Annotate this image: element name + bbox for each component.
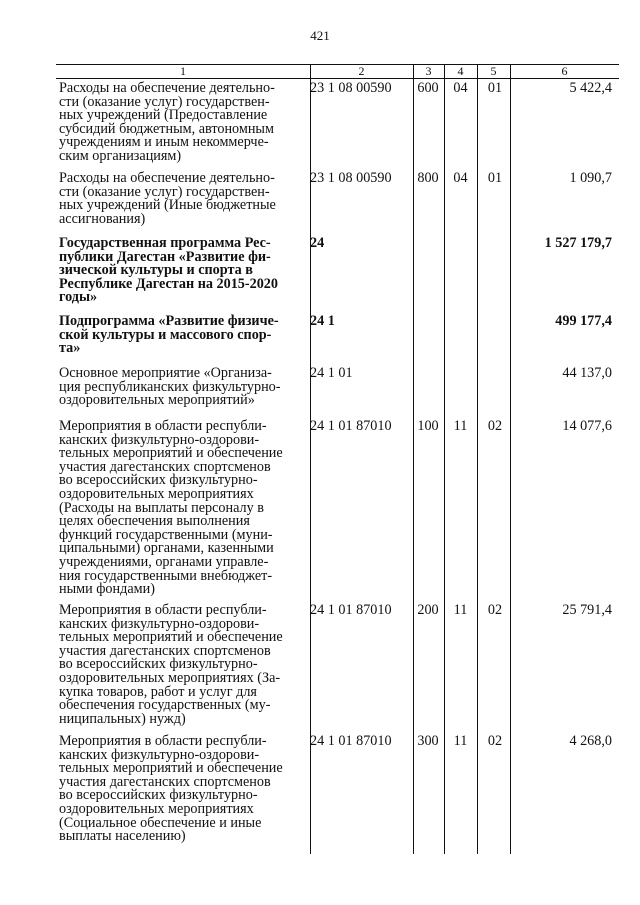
row-code: 23 1 08 00590 — [310, 170, 392, 186]
row-subsection: 02 — [487, 733, 503, 749]
row-section: 04 — [453, 170, 468, 186]
row-amount: 14 077,6 — [562, 418, 612, 434]
row-name: Основное мероприятие «Организа- ция республиканских физкультурно- оздоровительных мероприятий» — [59, 365, 281, 409]
row-name: Мероприятия в области республи- канских физкультурно-оздорови- тельных мероприятий и обеспечение участия дагестанских спортсменов во всероссийских физкультурно- оздоровительных мероприятиях (Расходы на выплаты персоналу в целях обеспечения выполнения функций государственными (муни- ципальными) органами, казенными учреждениями, органами управле- ния государственными внебюджет- ными фондами) — [59, 418, 283, 598]
row-code: 23 1 08 00590 — [310, 80, 392, 96]
row-type: 200 — [417, 602, 439, 618]
header-col-4: 4 — [457, 64, 464, 78]
column-divider — [413, 64, 414, 854]
row-amount: 1 527 179,7 — [544, 235, 612, 251]
column-divider — [477, 64, 478, 854]
row-amount: 4 268,0 — [569, 733, 612, 749]
row-code: 24 1 01 87010 — [310, 733, 392, 749]
row-code: 24 — [310, 235, 325, 251]
row-code: 24 1 — [310, 313, 335, 329]
header-col-1: 1 — [180, 64, 186, 78]
budget-table — [56, 64, 619, 79]
row-section: 11 — [453, 418, 468, 434]
row-name: Государственная программа Рес- публики Дагестан «Развитие фи- зической культуры и спорта в Республике Дагестан на 2015-2020 годы» — [59, 235, 278, 306]
row-code: 24 1 01 87010 — [310, 602, 392, 618]
row-section: 04 — [453, 80, 468, 96]
row-code: 24 1 01 — [310, 365, 353, 381]
row-amount: 1 090,7 — [569, 170, 612, 186]
row-amount: 5 422,4 — [569, 80, 612, 96]
header-col-2: 2 — [358, 64, 365, 78]
row-name: Расходы на обеспечение деятельно- сти (оказание услуг) государствен- ных учреждений (Предоставление субсидий бюджетным, автономным учреждениям и иным некоммерче- ским организациям) — [59, 80, 275, 164]
row-name: Мероприятия в области республи- канских физкультурно-оздорови- тельных мероприятий и обеспечение участия дагестанских спортсменов во всероссийских физкультурно- оздоровительных мероприятиях (За- купка товаров, работ и услуг для обеспечения государственных (му- ниципальных) нужд) — [59, 602, 283, 727]
column-divider — [510, 64, 511, 854]
header-col-5: 5 — [490, 64, 497, 78]
row-name: Подпрограмма «Развитие физиче- ской культуры и массового спор- та» — [59, 313, 279, 357]
row-type: 600 — [417, 80, 439, 96]
row-subsection: 02 — [487, 602, 503, 618]
table-header — [56, 64, 619, 79]
row-amount: 499 177,4 — [555, 313, 612, 329]
row-amount: 25 791,4 — [562, 602, 612, 618]
row-subsection: 01 — [487, 80, 503, 96]
row-type: 800 — [417, 170, 439, 186]
row-section: 11 — [453, 602, 468, 618]
row-subsection: 01 — [487, 170, 503, 186]
row-section: 11 — [453, 733, 468, 749]
row-type: 100 — [417, 418, 439, 434]
row-type: 300 — [417, 733, 439, 749]
row-name: Расходы на обеспечение деятельно- сти (оказание услуг) государствен- ных учреждений (Иные бюджетные ассигнования) — [59, 170, 276, 227]
column-divider — [444, 64, 445, 854]
header-col-6: 6 — [561, 64, 568, 78]
row-amount: 44 137,0 — [562, 365, 612, 381]
row-subsection: 02 — [487, 418, 503, 434]
header-col-3: 3 — [425, 64, 432, 78]
row-code: 24 1 01 87010 — [310, 418, 392, 434]
row-name: Мероприятия в области республи- канских физкультурно-оздорови- тельных мероприятий и обеспечение участия дагестанских спортсменов во всероссийских физкультурно- оздоровительных мероприятиях (Социальное обеспечение и иные выплаты населению) — [59, 733, 283, 845]
page-number: 421 — [310, 28, 330, 43]
